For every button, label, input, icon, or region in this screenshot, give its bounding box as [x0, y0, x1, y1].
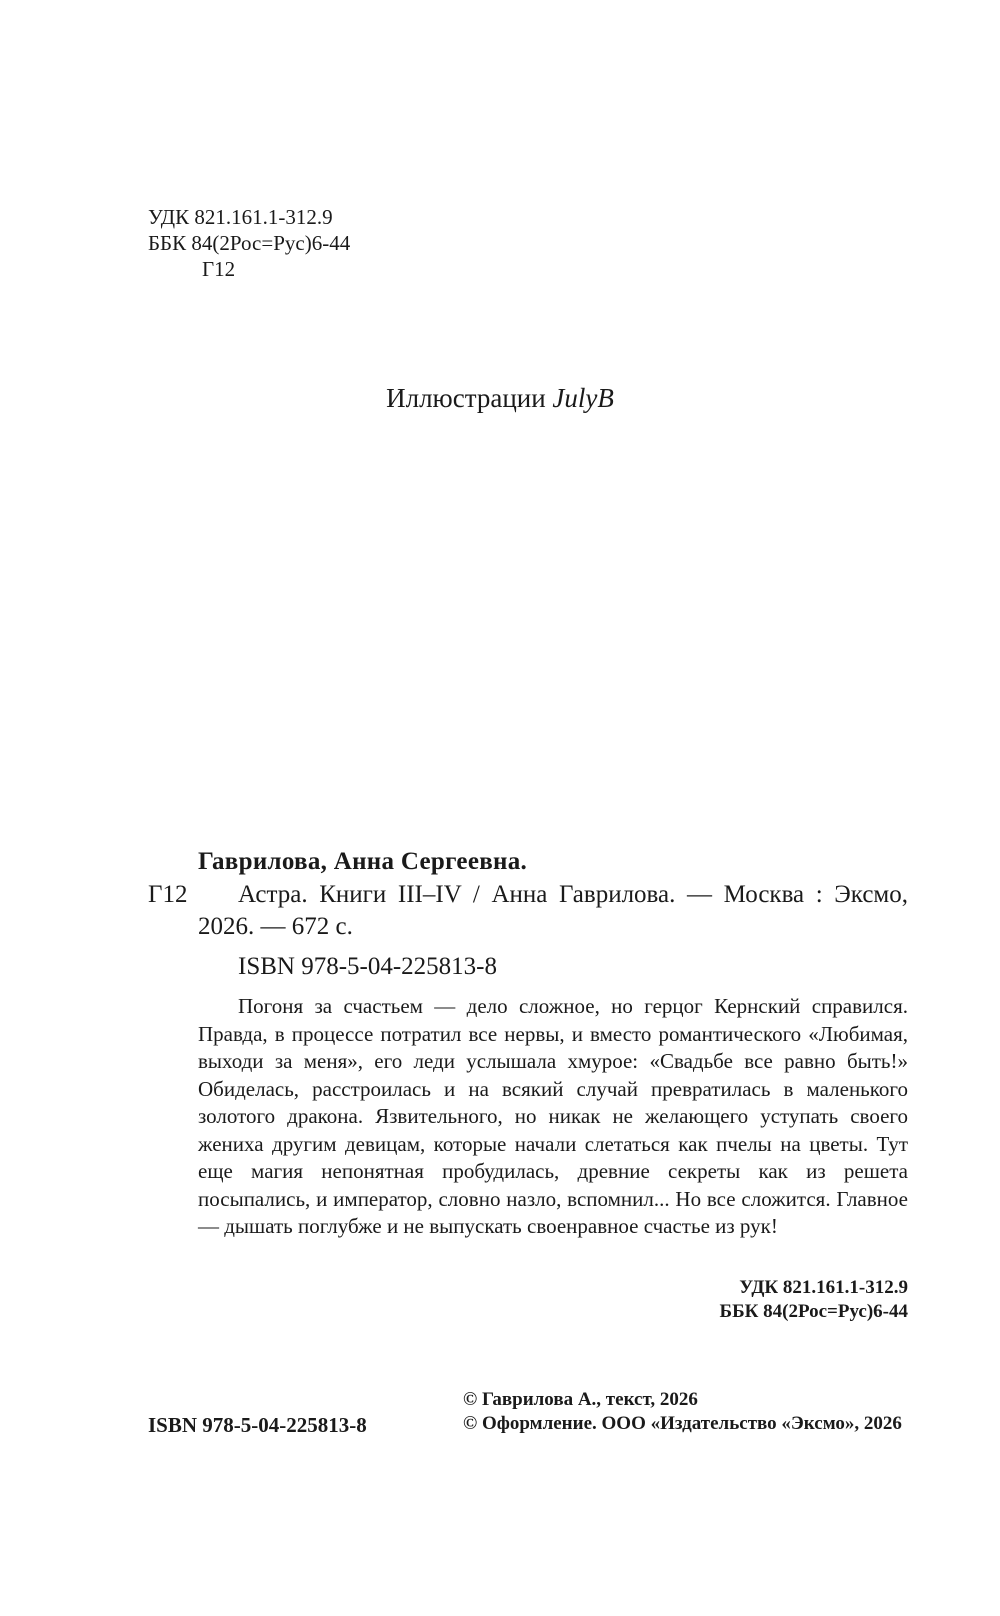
record-description: Астра. Книги III–IV / Анна Гаврилова. — Москва : Эксмо, 2026. — 672 с. — [198, 881, 908, 940]
classification-codes-bottom — [720, 1276, 908, 1324]
copyright-block — [463, 1388, 902, 1436]
udk-code: УДК 821.161.1-312.9 — [148, 205, 333, 229]
copyright-design: © Оформление. ООО «Издательство «Эксмо», 2026 — [463, 1413, 902, 1434]
bbk-code: ББК 84(2Рос=Рус)6-44 — [148, 231, 351, 255]
illustrator-name: JulyB — [552, 383, 614, 413]
record-author: Гаврилова, Анна Сергеевна. — [198, 848, 528, 875]
record-author-sign: Г12 — [148, 881, 188, 908]
record-isbn: ISBN 978-5-04-225813-8 — [238, 953, 498, 980]
copyright-text: © Гаврилова А., текст, 2026 — [463, 1389, 698, 1410]
illustrations-label: Иллюстрации — [386, 383, 546, 413]
bbk-code-bottom: ББК 84(2Рос=Рус)6-44 — [719, 1301, 908, 1322]
annotation-text: Погоня за счастьем — дело сложное, но герцог Кернский справился. Правда, в процессе потратил все нервы, и вместо романтического «Любимая, выходи за меня», его леди услышала хмурое: «Свадьбе все равно быть!» Обиделась, расстроилась и на всякий случай превратилась в маленького золотого дракона. Язвительного, но никак не желающего уступать своего жениха другим девицам, которые начали слетаться как пчелы на цветы. Тут еще магия непонятная пробудилась, древние секреты как из решета посыпались, и император, словно назло, вспомнил... Но все сложится. Главное — дышать поглубже и не выпускать своенравное счастье из рук! — [198, 994, 908, 1238]
author-sign: Г12 — [202, 257, 236, 281]
classification-codes-top — [148, 204, 350, 282]
footer-isbn: ISBN 978-5-04-225813-8 — [148, 1413, 367, 1437]
illustrations-credit — [0, 381, 1000, 415]
udk-code-bottom: УДК 821.161.1-312.9 — [739, 1277, 908, 1298]
